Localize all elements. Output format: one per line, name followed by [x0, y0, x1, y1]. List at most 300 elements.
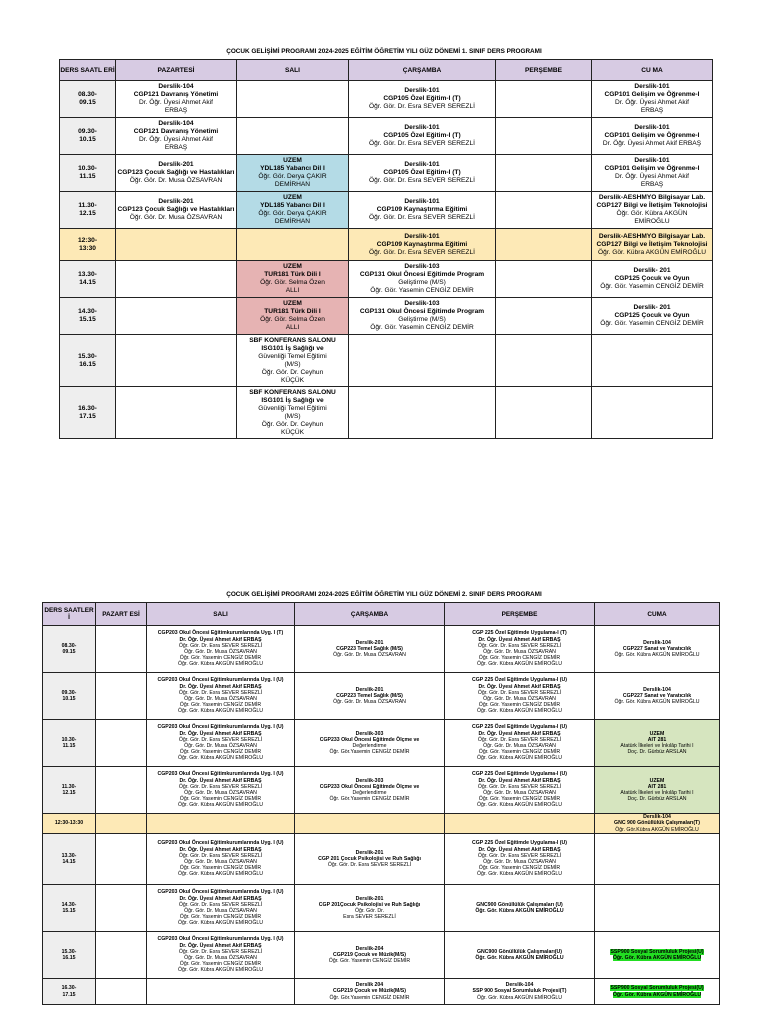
course-cell	[147, 767, 295, 814]
cell-line: 15.30-	[61, 948, 77, 955]
cell-line: Derslik-AESHMYO Bilgisayar Lab.	[598, 194, 706, 201]
time-cell	[43, 979, 96, 1005]
time-cell	[60, 298, 116, 335]
schedule-row	[60, 335, 713, 387]
cell-line: EMİROĞLU	[634, 218, 670, 225]
course-cell	[592, 81, 713, 118]
schedule-1-title: ÇOCUK GELİŞİMİ PROGRAMI 2024-2025 EĞİTİM ÖĞRETİM YILI GÜZ DÖNEMİ 1. SINIF DERS PROGRAMI	[226, 48, 542, 55]
cell-line: Derslik-303	[355, 777, 384, 784]
course-cell	[496, 192, 592, 229]
cell-line: Öğr. Gör. Dr.	[354, 908, 385, 914]
cell-line: 10.15	[62, 696, 76, 702]
course-cell	[445, 673, 595, 720]
cell-line: Öğr. Gör. Yasemin CENGİZ DEMİR	[478, 865, 561, 872]
cell-line: CGP105 Özel Eğitim-I (T)	[383, 95, 461, 102]
cell-line: 13:30	[79, 244, 96, 252]
cell-line: Dr. Öğr. Üyesi Ahmet Akif ERBAŞ	[179, 636, 262, 643]
cell-line: Derslik-201	[355, 686, 384, 693]
course-cell	[349, 298, 496, 335]
cell-line: CGP 225 Özel Eğitimde Uygulama-I (U)	[471, 771, 568, 778]
cell-line: Öğr. Gör. Dr. Esra SEVER SEREZLİ	[477, 852, 562, 859]
cell-line: Dr. Öğr. Üyesi Ahmet Akif ERBAŞ	[478, 636, 561, 643]
cell-line: CGP 201 Çocuk Psikolojisi ve Ruh Sağlığı	[318, 855, 421, 862]
cell-line: ERBAŞ	[640, 107, 664, 114]
course-cell	[116, 81, 237, 118]
cell-line: Öğr. Gör.Yasemin CENGİZ DEMİR	[329, 994, 410, 1001]
cell-line: Derslik- 201	[633, 267, 671, 274]
cell-line: Öğr. Gör. Dr. Musa ÖZSAVRAN	[184, 649, 257, 655]
course-cell	[349, 118, 496, 155]
course-cell	[349, 229, 496, 261]
course-cell	[96, 626, 147, 673]
course-cell	[237, 192, 349, 229]
cell-line: CGP203 Okul Öncesi Eğitimkurumlarında Uyg. I (U)	[157, 840, 284, 847]
cell-line: Derslik-104	[505, 982, 534, 989]
cell-line: YDL185 Yabancı Dil I	[260, 165, 325, 172]
cell-line: UZEM	[283, 194, 302, 201]
course-cell	[295, 626, 445, 673]
cell-line: Dr. Öğr. Üyesi Ahmet Akif ERBAŞ	[478, 730, 561, 737]
cell-line: Öğr. Gör. Yasemin CENGİZ DEMİR	[600, 283, 704, 290]
cell-line: SSP900 Sosyal Sorumluluk Projesi(U)	[610, 948, 704, 955]
cell-line: CGP109 Kaynaştırma Eğitimi	[376, 240, 468, 248]
column-header: PERŞEMBE	[445, 603, 595, 626]
cell-line: CGP127 Bilgi ve İletişim Teknolojisi	[596, 240, 708, 248]
course-cell	[116, 387, 237, 439]
course-cell	[96, 814, 147, 834]
cell-line: Derslik-101	[634, 157, 670, 164]
cell-line: Değerlendirme	[352, 743, 387, 749]
column-header: CU MA	[592, 60, 713, 81]
course-cell	[445, 834, 595, 885]
cell-line: Derslik-303	[355, 730, 384, 737]
course-cell	[349, 335, 496, 387]
course-cell	[349, 261, 496, 298]
course-cell	[349, 387, 496, 439]
course-cell	[295, 979, 445, 1005]
time-cell	[60, 192, 116, 229]
cell-line: Dr. Öğr. Üyesi Ahmet Akif ERBAŞ	[478, 846, 561, 853]
cell-line: YDL185 Yabancı Dil I	[260, 202, 325, 209]
cell-line: Derslik-101	[404, 161, 440, 168]
course-cell	[96, 979, 147, 1005]
cell-line: 11.30-	[61, 783, 77, 790]
cell-line: TUR181 Türk Dili I	[264, 271, 321, 278]
cell-line: Öğr. Gör. Selma Özen	[260, 316, 325, 323]
course-cell	[96, 834, 147, 885]
cell-line: KÜÇÜK	[280, 376, 305, 384]
cell-line: UZEM	[649, 777, 665, 784]
column-header: PAZARTESİ	[116, 60, 237, 81]
course-cell	[116, 192, 237, 229]
cell-line: Öğr. Gör. Dr. Musa ÖZSAVRAN	[333, 699, 406, 706]
cell-line: Dr. Öğr. Üyesi Ahmet Akif	[614, 99, 690, 106]
cell-line: Öğr. Gör. Yasemin CENGİZ DEMİR	[478, 702, 561, 709]
schedule-row	[60, 261, 713, 298]
cell-line: CGP233 Okul Öncesi Eğitimde Ölçme ve	[319, 736, 420, 743]
cell-line: Öğr. Gör. Yasemin CENGİZ DEMİR	[179, 702, 262, 709]
cell-line: CGP203 Okul Öncesi Eğitimkurumlarında Uyg. I (U)	[157, 771, 284, 778]
cell-line: Derslik-101	[634, 124, 670, 131]
cell-line: ALLI	[285, 324, 300, 331]
cell-line: ISG101 İş Sağlığı ve	[261, 396, 324, 404]
cell-line: Öğr. Gör. Dr. Ceyhun	[261, 420, 324, 428]
cell-line: Güvenliği Temel Eğitimi	[258, 404, 327, 412]
cell-line: Öğr. Gör. Dr. Musa ÖZSAVRAN	[184, 859, 257, 865]
cell-line: Öğr. Gör. Yasemin CENGİZ DEMİR	[600, 320, 704, 327]
time-cell	[43, 814, 96, 834]
cell-line: CGP101 Gelişim ve Öğrenme-I	[604, 132, 700, 139]
schedule-row	[60, 229, 713, 261]
cell-line: Derslik-201	[158, 161, 194, 168]
cell-line: CGP105 Özel Eğitim-I (T)	[383, 132, 461, 139]
cell-line: Öğr. Gör. Yasemin CENGİZ DEMİR	[179, 796, 262, 803]
cell-line: Öğr. Gör. Dr. Esra SEVER SEREZLİ	[369, 177, 475, 184]
schedule-row	[60, 155, 713, 192]
cell-line: Doç. Dr. Gürbüz ARSLAN	[627, 796, 687, 803]
cell-line: Öğr. Gör. Kübra AKGÜN EMİROĞLU	[475, 908, 564, 914]
cell-line: DEMİRHAN	[274, 181, 311, 188]
course-cell	[595, 720, 720, 767]
course-cell	[96, 932, 147, 979]
course-cell	[295, 885, 445, 932]
cell-line: CGP131 Okul Öncesi Eğitimde Program	[359, 308, 485, 315]
course-cell	[237, 387, 349, 439]
cell-line: Değerlendirme	[352, 790, 387, 796]
cell-line: GNC900 Gönüllülük Çalışmaları(U)	[476, 948, 563, 955]
cell-line: Öğr. Gör. Dr. Esra SEVER SEREZLİ	[369, 140, 475, 147]
cell-line: Öğr. Gör.Yasemin CENGİZ DEMİR	[329, 796, 410, 803]
cell-line: 12.15	[62, 790, 76, 796]
cell-line: Öğr. Gör. Kübra AKGÜN EMİROĞLU	[476, 994, 563, 1001]
column-header: DERS SAATLER İ	[43, 603, 96, 626]
time-cell	[60, 261, 116, 298]
cell-line: Derslik-103	[404, 263, 440, 270]
schedule-row	[43, 814, 720, 834]
cell-line: 09.15	[79, 99, 96, 106]
cell-line: Öğr. Gör. Dr. Musa ÖZSAVRAN	[333, 652, 406, 659]
cell-line: Öğr. Gör. Kübra AKGÜN EMİROĞLU	[177, 708, 264, 715]
cell-line: 13.30-	[78, 271, 97, 278]
cell-line: Öğr. Gör. Dr. Esra SEVER SEREZLİ	[477, 642, 562, 649]
cell-line: CGP 225 Özel Eğitimde Uygulama-I (U)	[471, 724, 568, 731]
course-cell	[595, 767, 720, 814]
cell-line: Geliştirme (M/S)	[398, 279, 446, 286]
cell-line: Derslik-101	[404, 87, 440, 94]
course-cell	[592, 261, 713, 298]
cell-line: Öğr. Gör. Dr. Esra SEVER SEREZLİ	[369, 248, 475, 256]
cell-line: Öğr. Gör. Dr. Musa ÖZSAVRAN	[184, 908, 257, 914]
cell-line: Öğr. Gör. Dr. Ceyhun	[261, 368, 324, 376]
course-cell	[595, 814, 720, 834]
cell-line: CGP227 Sanat ve Yaratıcılık	[622, 692, 692, 699]
time-cell	[43, 767, 96, 814]
schedule-row	[43, 626, 720, 673]
schedule-row	[60, 81, 713, 118]
cell-line: Dr. Öğr. Üyesi Ahmet Akif ERBAŞ	[179, 895, 262, 902]
cell-line: Öğr. Gör. Dr. Musa ÖZSAVRAN	[483, 790, 556, 796]
cell-line: Dr. Öğr. Üyesi Ahmet Akif ERBAŞ	[179, 683, 262, 690]
course-cell	[237, 229, 349, 261]
cell-line: CGP223 Temel Sağlık (M/S)	[336, 692, 403, 699]
cell-line: AIT 281	[647, 783, 667, 790]
course-cell	[445, 814, 595, 834]
cell-line: 13.30-	[61, 852, 77, 859]
cell-line: Dr. Öğr. Üyesi Ahmet Akif ERBAŞ	[478, 777, 561, 784]
course-cell	[116, 155, 237, 192]
course-cell	[147, 932, 295, 979]
cell-line: Öğr. Gör. Kübra AKGÜN EMİROĞLU	[614, 652, 700, 659]
cell-line: Öğr. Gör. Yasemin CENGİZ DEMİR	[370, 287, 474, 294]
cell-line: 11.15	[62, 743, 76, 749]
cell-line: Derslik-101	[634, 83, 670, 90]
cell-line: 12:30-13:30	[54, 820, 84, 827]
cell-line: Öğr. Gör. Kübra AKGÜN EMİROĞLU	[177, 967, 264, 974]
cell-line: AIT 281	[647, 736, 667, 743]
cell-line: 16.15	[79, 360, 96, 368]
cell-line: UZEM	[283, 157, 302, 164]
cell-line: Öğr. Gör. Dr. Esra SEVER SEREZLİ	[477, 736, 562, 743]
cell-line: Doç. Dr. Gürbüz ARSLAN	[627, 749, 687, 756]
cell-line: TUR181 Türk Dili I	[264, 308, 321, 315]
cell-line: Öğr. Gör. Dr. Musa ÖZSAVRAN	[483, 859, 556, 865]
cell-line: 14.15	[62, 859, 76, 865]
cell-line: Öğr. Gör. Dr. Esra SEVER SEREZLİ	[369, 103, 475, 110]
cell-line: CGP125 Çocuk ve Oyun	[614, 275, 690, 282]
column-header: ÇARŞAMBA	[349, 60, 496, 81]
cell-line: Öğr. Gör.Kübra AKGÜN EMİROĞLU	[615, 826, 699, 833]
cell-line: 17.15	[62, 991, 76, 998]
cell-line: Öğr. Gör. Yasemin CENGİZ DEMİR	[179, 961, 262, 968]
course-cell	[147, 720, 295, 767]
cell-line: 16.30-	[78, 404, 97, 412]
cell-line: Öğr. Gör. Derya ÇAKIR	[258, 210, 327, 217]
cell-line: Öğr. Gör. Yasemin CENGİZ DEMİR	[370, 324, 474, 331]
course-cell	[237, 298, 349, 335]
column-header: SALI	[147, 603, 295, 626]
schedule-row	[60, 298, 713, 335]
cell-line: CGP101 Gelişim ve Öğrenme-I	[604, 91, 700, 98]
cell-line: ERBAŞ	[164, 107, 188, 114]
course-cell	[592, 387, 713, 439]
cell-line: UZEM	[283, 300, 302, 307]
cell-line: 09.15	[62, 649, 76, 655]
cell-line: Öğr. Gör. Dr. Esra SEVER SEREZLİ	[369, 214, 475, 221]
cell-line: 10.30-	[61, 736, 77, 743]
column-header: PAZART ESİ	[96, 603, 147, 626]
course-cell	[237, 81, 349, 118]
schedule-1-table	[59, 59, 713, 439]
cell-line: 16.15	[62, 955, 76, 961]
column-header: DERS SAATL ERİ	[60, 60, 116, 81]
course-cell	[445, 767, 595, 814]
cell-line: Öğr. Gör. Kübra AKGÜN EMİROĞLU	[612, 991, 702, 998]
course-cell	[445, 979, 595, 1005]
cell-line: CGP 201Çocuk Psikolojisi ve Ruh Sağlığı	[318, 901, 421, 908]
cell-line: CGP121 Davranış Yönetimi	[133, 128, 219, 135]
course-cell	[237, 118, 349, 155]
schedule-row	[60, 387, 713, 439]
course-cell	[595, 626, 720, 673]
course-cell	[349, 81, 496, 118]
course-cell	[592, 118, 713, 155]
cell-line: Öğr. Gör. Yasemin CENGİZ DEMİR	[179, 749, 262, 756]
course-cell	[295, 834, 445, 885]
cell-line: 15.15	[62, 908, 76, 914]
course-cell	[295, 932, 445, 979]
cell-line: Öğr. Gör. Dr. Esra SEVER SEREZLİ	[178, 642, 263, 649]
time-cell	[60, 81, 116, 118]
course-cell	[96, 673, 147, 720]
course-cell	[445, 626, 595, 673]
cell-line: Atatürk İlkeleri ve İnkılâp Tarihi I	[620, 743, 694, 749]
cell-line: UZEM	[283, 263, 302, 270]
course-cell	[295, 673, 445, 720]
cell-line: Öğr. Gör. Dr. Musa ÖZSAVRAN	[483, 696, 556, 702]
cell-line: Öğr. Gör. Kübra AKGÜN EMİROĞLU	[476, 871, 563, 878]
cell-line: Öğr. Gör. Dr. Esra SEVER SEREZLİ	[327, 862, 412, 869]
cell-line: GNC900 Gönüllülük Çalışmaları (U)	[476, 901, 563, 908]
cell-line: Geliştirme (M/S)	[398, 316, 446, 323]
cell-line: Derslik-201	[158, 198, 194, 205]
cell-line: CGP123 Çocuk Sağlığı ve Hastalıkları	[117, 206, 235, 213]
cell-line: Dr. Öğr. Üyesi Ahmet Akif	[138, 136, 214, 143]
cell-line: Öğr. Gör. Dr. Esra SEVER SEREZLİ	[178, 901, 263, 908]
cell-line: Öğr. Gör. Dr. Musa ÖZSAVRAN	[184, 743, 257, 749]
time-cell	[43, 673, 96, 720]
course-cell	[496, 118, 592, 155]
time-cell	[60, 387, 116, 439]
cell-line: CGP219 Çocuk ve Müzik(M/S)	[333, 951, 406, 958]
course-cell	[147, 673, 295, 720]
cell-line: Öğr. Gör. Yasemin CENGİZ DEMİR	[478, 749, 561, 756]
cell-line: Dr. Öğr. Üyesi Ahmet Akif ERBAŞ	[602, 140, 702, 147]
course-cell	[595, 885, 720, 932]
cell-line: Öğr. Gör. Kübra AKGÜN EMİROĞLU	[597, 248, 707, 256]
cell-line: ALLI	[285, 287, 300, 294]
schedule-row	[43, 720, 720, 767]
course-cell	[295, 720, 445, 767]
cell-line: CGP105 Özel Eğitim-I (T)	[383, 169, 461, 176]
course-cell	[237, 155, 349, 192]
course-cell	[96, 885, 147, 932]
cell-line: Öğr. Gör. Dr. Musa ÖZSAVRAN	[184, 955, 257, 961]
course-cell	[445, 885, 595, 932]
course-cell	[592, 335, 713, 387]
cell-line: SSP 900 Sosyal Sorumluluk Projesi(T)	[472, 988, 567, 995]
cell-line: 15.15	[79, 316, 96, 323]
course-cell	[116, 335, 237, 387]
cell-line: 14.30-	[78, 308, 97, 315]
cell-line: Öğr. Gör. Dr. Musa ÖZSAVRAN	[129, 177, 223, 184]
course-cell	[116, 298, 237, 335]
course-cell	[237, 335, 349, 387]
course-cell	[237, 261, 349, 298]
schedule-row	[60, 192, 713, 229]
cell-line: Derslik-104	[158, 120, 194, 127]
course-cell	[445, 932, 595, 979]
cell-line: 16.30-	[61, 985, 77, 992]
cell-line: CGP219 Çocuk ve Müzik(M/S)	[333, 988, 406, 995]
cell-line: Öğr. Gör.Yasemin CENGİZ DEMİR	[329, 749, 410, 756]
cell-line: SSP900 Sosyal Sorumluluk Projesi(U)	[610, 985, 704, 992]
course-cell	[595, 834, 720, 885]
cell-line: Öğr. Gör. Dr. Musa ÖZSAVRAN	[184, 696, 257, 702]
time-cell	[43, 626, 96, 673]
cell-line: Öğr. Gör. Kübra AKGÜN EMİROĞLU	[177, 661, 264, 668]
course-cell	[592, 192, 713, 229]
cell-line: CGP233 Okul Öncesi Eğitimde Ölçme ve	[319, 783, 420, 790]
cell-line: Öğr. Gör. Kübra AKGÜN EMİROĞLU	[476, 661, 563, 668]
course-cell	[147, 885, 295, 932]
course-cell	[147, 814, 295, 834]
cell-line: 14.15	[79, 279, 96, 286]
cell-line: Öğr. Gör. Dr. Esra SEVER SEREZLİ	[178, 736, 263, 743]
course-cell	[116, 229, 237, 261]
cell-line: Öğr. Gör. Selma Özen	[260, 279, 325, 286]
cell-line: CGP203 Okul Öncesi Eğitimkurumlarında Uyg. I (U)	[157, 724, 284, 731]
cell-line: CGP203 Okul Öncesi Eğitimkurumlarında Uyg. I (U)	[157, 889, 284, 896]
time-cell	[43, 932, 96, 979]
cell-line: Öğr. Gör. Kübra AKGÜN EMİROĞLU	[177, 755, 264, 762]
course-cell	[96, 767, 147, 814]
cell-line: Öğr. Gör. Dr. Musa ÖZSAVRAN	[184, 790, 257, 796]
cell-line: CGP121 Davranış Yönetimi	[133, 91, 219, 98]
cell-line: Derslik 204	[355, 982, 384, 989]
course-cell	[116, 118, 237, 155]
course-cell	[349, 155, 496, 192]
cell-line: Derslik-201	[355, 639, 384, 646]
cell-line: Öğr. Gör. Kübra AKGÜN EMİROĞLU	[475, 955, 564, 961]
course-cell	[595, 979, 720, 1005]
cell-line: Öğr. Gör. Dr. Esra SEVER SEREZLİ	[178, 852, 263, 859]
cell-line: (M/S)	[284, 360, 301, 368]
schedule-row	[60, 118, 713, 155]
schedule-row	[43, 885, 720, 932]
cell-line: CGP 225 Özel Eğitimde Uygulama-I (T)	[472, 630, 567, 637]
cell-line: CGP125 Çocuk ve Oyun	[614, 312, 690, 319]
cell-line: CGP203 Okul Öncesi Eğitimkurumlarında Uyg. I (U)	[157, 677, 284, 684]
cell-line: Öğr. Gör. Kübra AKGÜN EMİROĞLU	[476, 802, 563, 809]
course-cell	[96, 720, 147, 767]
course-cell	[445, 720, 595, 767]
cell-line: 11.30-	[78, 202, 97, 209]
cell-line: Öğr. Gör. Kübra AKGÜN EMİROĞLU	[614, 699, 700, 706]
cell-line: Öğr. Gör. Kübra AKGÜN EMİROĞLU	[177, 802, 264, 809]
cell-line: Öğr. Gör. Kübra AKGÜN EMİROĞLU	[476, 708, 563, 715]
course-cell	[595, 673, 720, 720]
schedule-row	[43, 834, 720, 885]
cell-line: Derslik- 201	[633, 304, 671, 311]
cell-line: Derslik-104	[643, 639, 671, 646]
cell-line: SBF KONFERANS SALONU	[249, 336, 336, 344]
cell-line: 08.30-	[78, 91, 97, 98]
cell-line: Öğr. Gör. Dr. Esra SEVER SEREZLİ	[178, 689, 263, 696]
cell-line: Dr. Öğr. Üyesi Ahmet Akif ERBAŞ	[179, 846, 262, 853]
cell-line: Derslik-101	[404, 232, 440, 240]
cell-line: Derslik-103	[404, 300, 440, 307]
course-cell	[592, 155, 713, 192]
cell-line: CGP101 Gelişim ve Öğrenme-I	[604, 165, 700, 172]
cell-line: Derslik-104	[158, 83, 194, 90]
cell-line: Derslik-104	[643, 686, 671, 693]
cell-line: ERBAŞ	[640, 181, 664, 188]
cell-line: Derslik-104	[643, 814, 671, 821]
cell-line: Esra SEVER SEREZLİ	[343, 914, 396, 921]
cell-line: 17.15	[79, 412, 96, 420]
course-cell	[147, 979, 295, 1005]
cell-line: 15.30-	[78, 352, 97, 360]
